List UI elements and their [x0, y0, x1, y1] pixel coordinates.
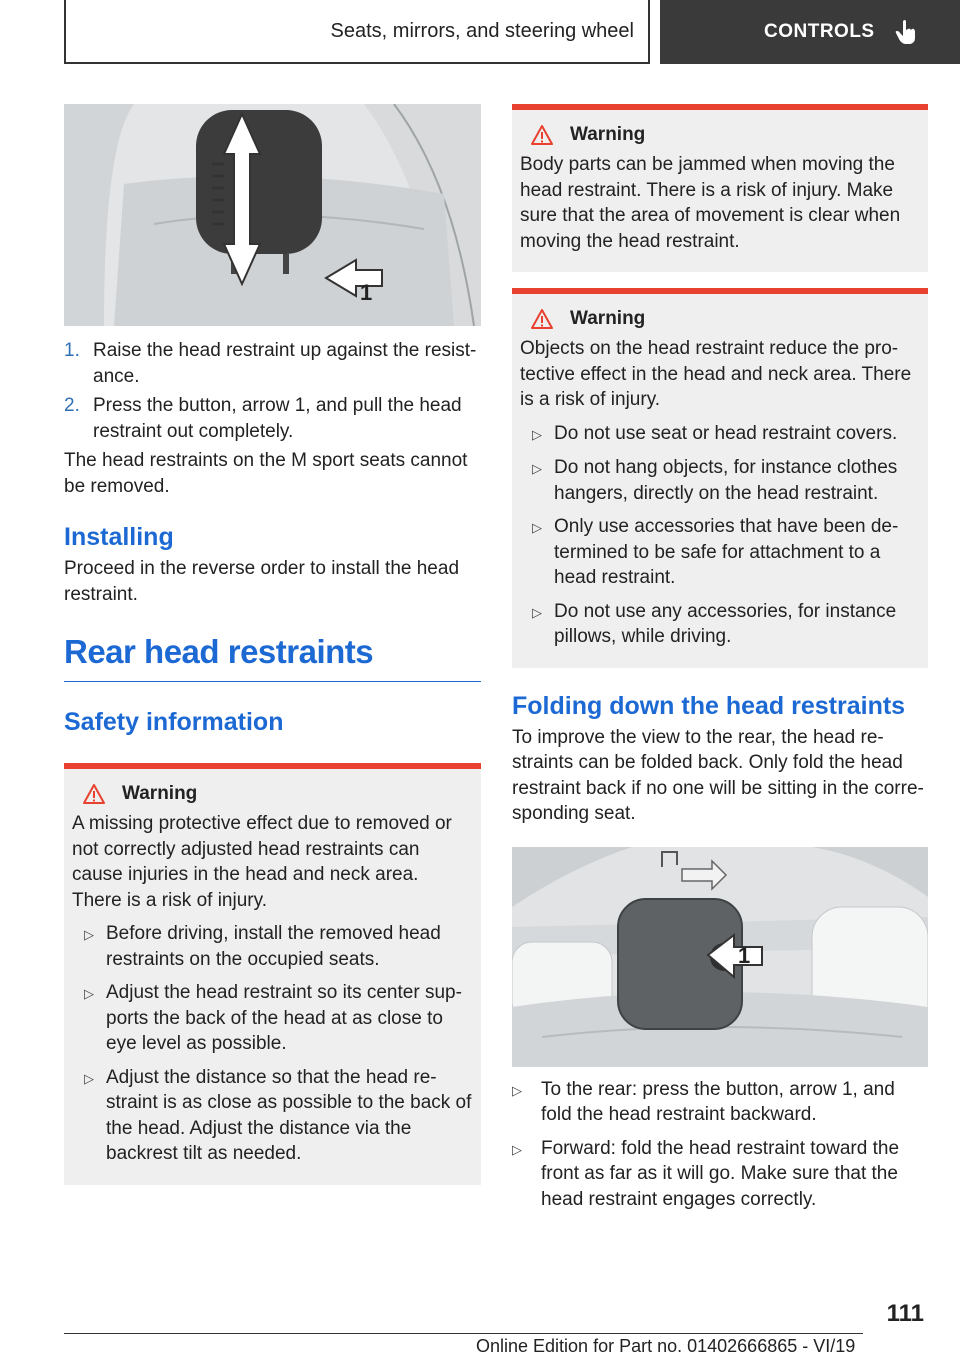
msport-note: The head restraints on the M sport seats cannot be removed.: [64, 450, 468, 497]
warning-title-text: Warning: [570, 124, 646, 145]
list-item: [520, 514, 920, 591]
list-item: [72, 921, 473, 972]
safety-information-heading: Safety information: [64, 708, 284, 736]
list-item: [72, 980, 473, 1057]
installing-text: Proceed in the reverse order to install the head restraint.: [64, 558, 460, 605]
triangle-bullet-icon: ▷: [532, 461, 542, 476]
bullet-text: Do not use any accessories, for instance pillows, while driving.: [554, 600, 897, 647]
step-text: Raise the head restraint up against the resist-ance.: [93, 340, 477, 387]
warning-title: [520, 308, 920, 330]
warning-text: Body parts can be jammed when moving the head restraint. There is a risk of injury. Make sure that the area of movement is clear when moving the head restraint.: [520, 154, 901, 252]
warning-triangle-icon: [530, 308, 554, 330]
triangle-bullet-icon: ▷: [84, 927, 94, 942]
triangle-bullet-icon: ▷: [84, 986, 94, 1001]
warning-title: [520, 124, 920, 146]
warning-box: [64, 763, 481, 1185]
footer-divider: [64, 1333, 863, 1334]
removal-steps: [64, 338, 481, 444]
list-item: [520, 421, 920, 448]
list-item: [64, 393, 481, 444]
step-number: 1.: [64, 340, 80, 361]
bullet-text: Do not hang objects, for instance clothes hangers, directly on the head restraint.: [554, 457, 898, 504]
warning-triangle-icon: [530, 124, 554, 146]
bullet-text: Adjust the head restraint so its center sup-ports the back of the head at as close to eye level as possible.: [106, 982, 462, 1054]
bullet-text: Do not use seat or head restraint covers.: [554, 422, 898, 444]
warning-box: [512, 104, 928, 272]
edition-footer: Online Edition for Part no. 01402666865 - VI/19: [476, 1336, 856, 1356]
triangle-bullet-icon: ▷: [84, 1070, 94, 1086]
bullet-text: Before driving, install the removed head restraints on the occupied seats.: [106, 923, 441, 970]
warning-triangle-icon: [82, 783, 106, 805]
bullet-text: Only use accessories that have been de-termined to be safe for attachment to a head restraint.: [554, 516, 899, 588]
triangle-bullet-icon: ▷: [532, 426, 542, 442]
right-column: [512, 104, 928, 1212]
step-text: Press the button, arrow 1, and pull the head restraint out completely.: [93, 395, 462, 442]
list-item: [512, 1077, 928, 1128]
warning-box: [512, 288, 928, 668]
warning-text: Objects on the head restraint reduce the pro-tective effect in the head and neck area. There is a risk of injury.: [520, 338, 912, 410]
step-number: 2.: [64, 395, 80, 416]
triangle-bullet-icon: ▷: [512, 1082, 522, 1098]
installing-heading: Installing: [64, 523, 174, 551]
rear-head-restraints-heading: Rear head restraints: [64, 633, 481, 682]
header-chapter-tab[interactable]: [660, 0, 960, 64]
bullet-text: Forward: fold the head restraint toward the front as far as it will go. Make sure that the head restraint engages correctly.: [541, 1137, 900, 1210]
list-item: [64, 338, 481, 389]
list-item: [512, 1136, 928, 1213]
triangle-bullet-icon: ▷: [532, 604, 542, 620]
list-item: [520, 455, 920, 506]
list-item: [520, 599, 920, 650]
warning-title: [72, 783, 473, 805]
figure1-callout: 1: [360, 280, 373, 305]
list-item: [72, 1065, 473, 1167]
figure2-callout: 1: [738, 942, 751, 968]
section-title: Seats, mirrors, and steering wheel: [330, 19, 634, 42]
pointing-hand-icon: [895, 19, 917, 45]
page-number: 111: [886, 1300, 924, 1327]
left-column: [64, 104, 481, 1185]
folding-heading: Folding down the head restraints: [512, 691, 906, 720]
head-restraint-removal-figure: [64, 104, 481, 326]
chapter-title: CONTROLS: [764, 21, 875, 42]
head-restraint-folding-figure: [512, 847, 928, 1067]
triangle-bullet-icon: ▷: [532, 520, 542, 535]
triangle-bullet-icon: ▷: [512, 1141, 522, 1157]
warning-title-text: Warning: [570, 308, 646, 329]
warning-text: A missing protective effect due to removed or not correctly adjusted head restraints can cause injuries in the head and neck area. There is a risk of injury.: [72, 813, 452, 911]
warning-title-text: Warning: [122, 783, 198, 804]
folding-text: To improve the view to the rear, the head re-straints can be folded back. Only fold the head restraint back if no one will be sitting in the corre-sponding seat.: [512, 726, 924, 824]
bullet-text: Adjust the distance so that the head re-straint is as close as possible to the back of the head. Adjust the distance via the backrest tilt as needed.: [106, 1066, 472, 1164]
header-section-box: [64, 0, 650, 64]
bullet-text: To the rear: press the button, arrow 1, and fold the head restraint backward.: [541, 1078, 895, 1125]
folding-bullets: [512, 1077, 928, 1213]
